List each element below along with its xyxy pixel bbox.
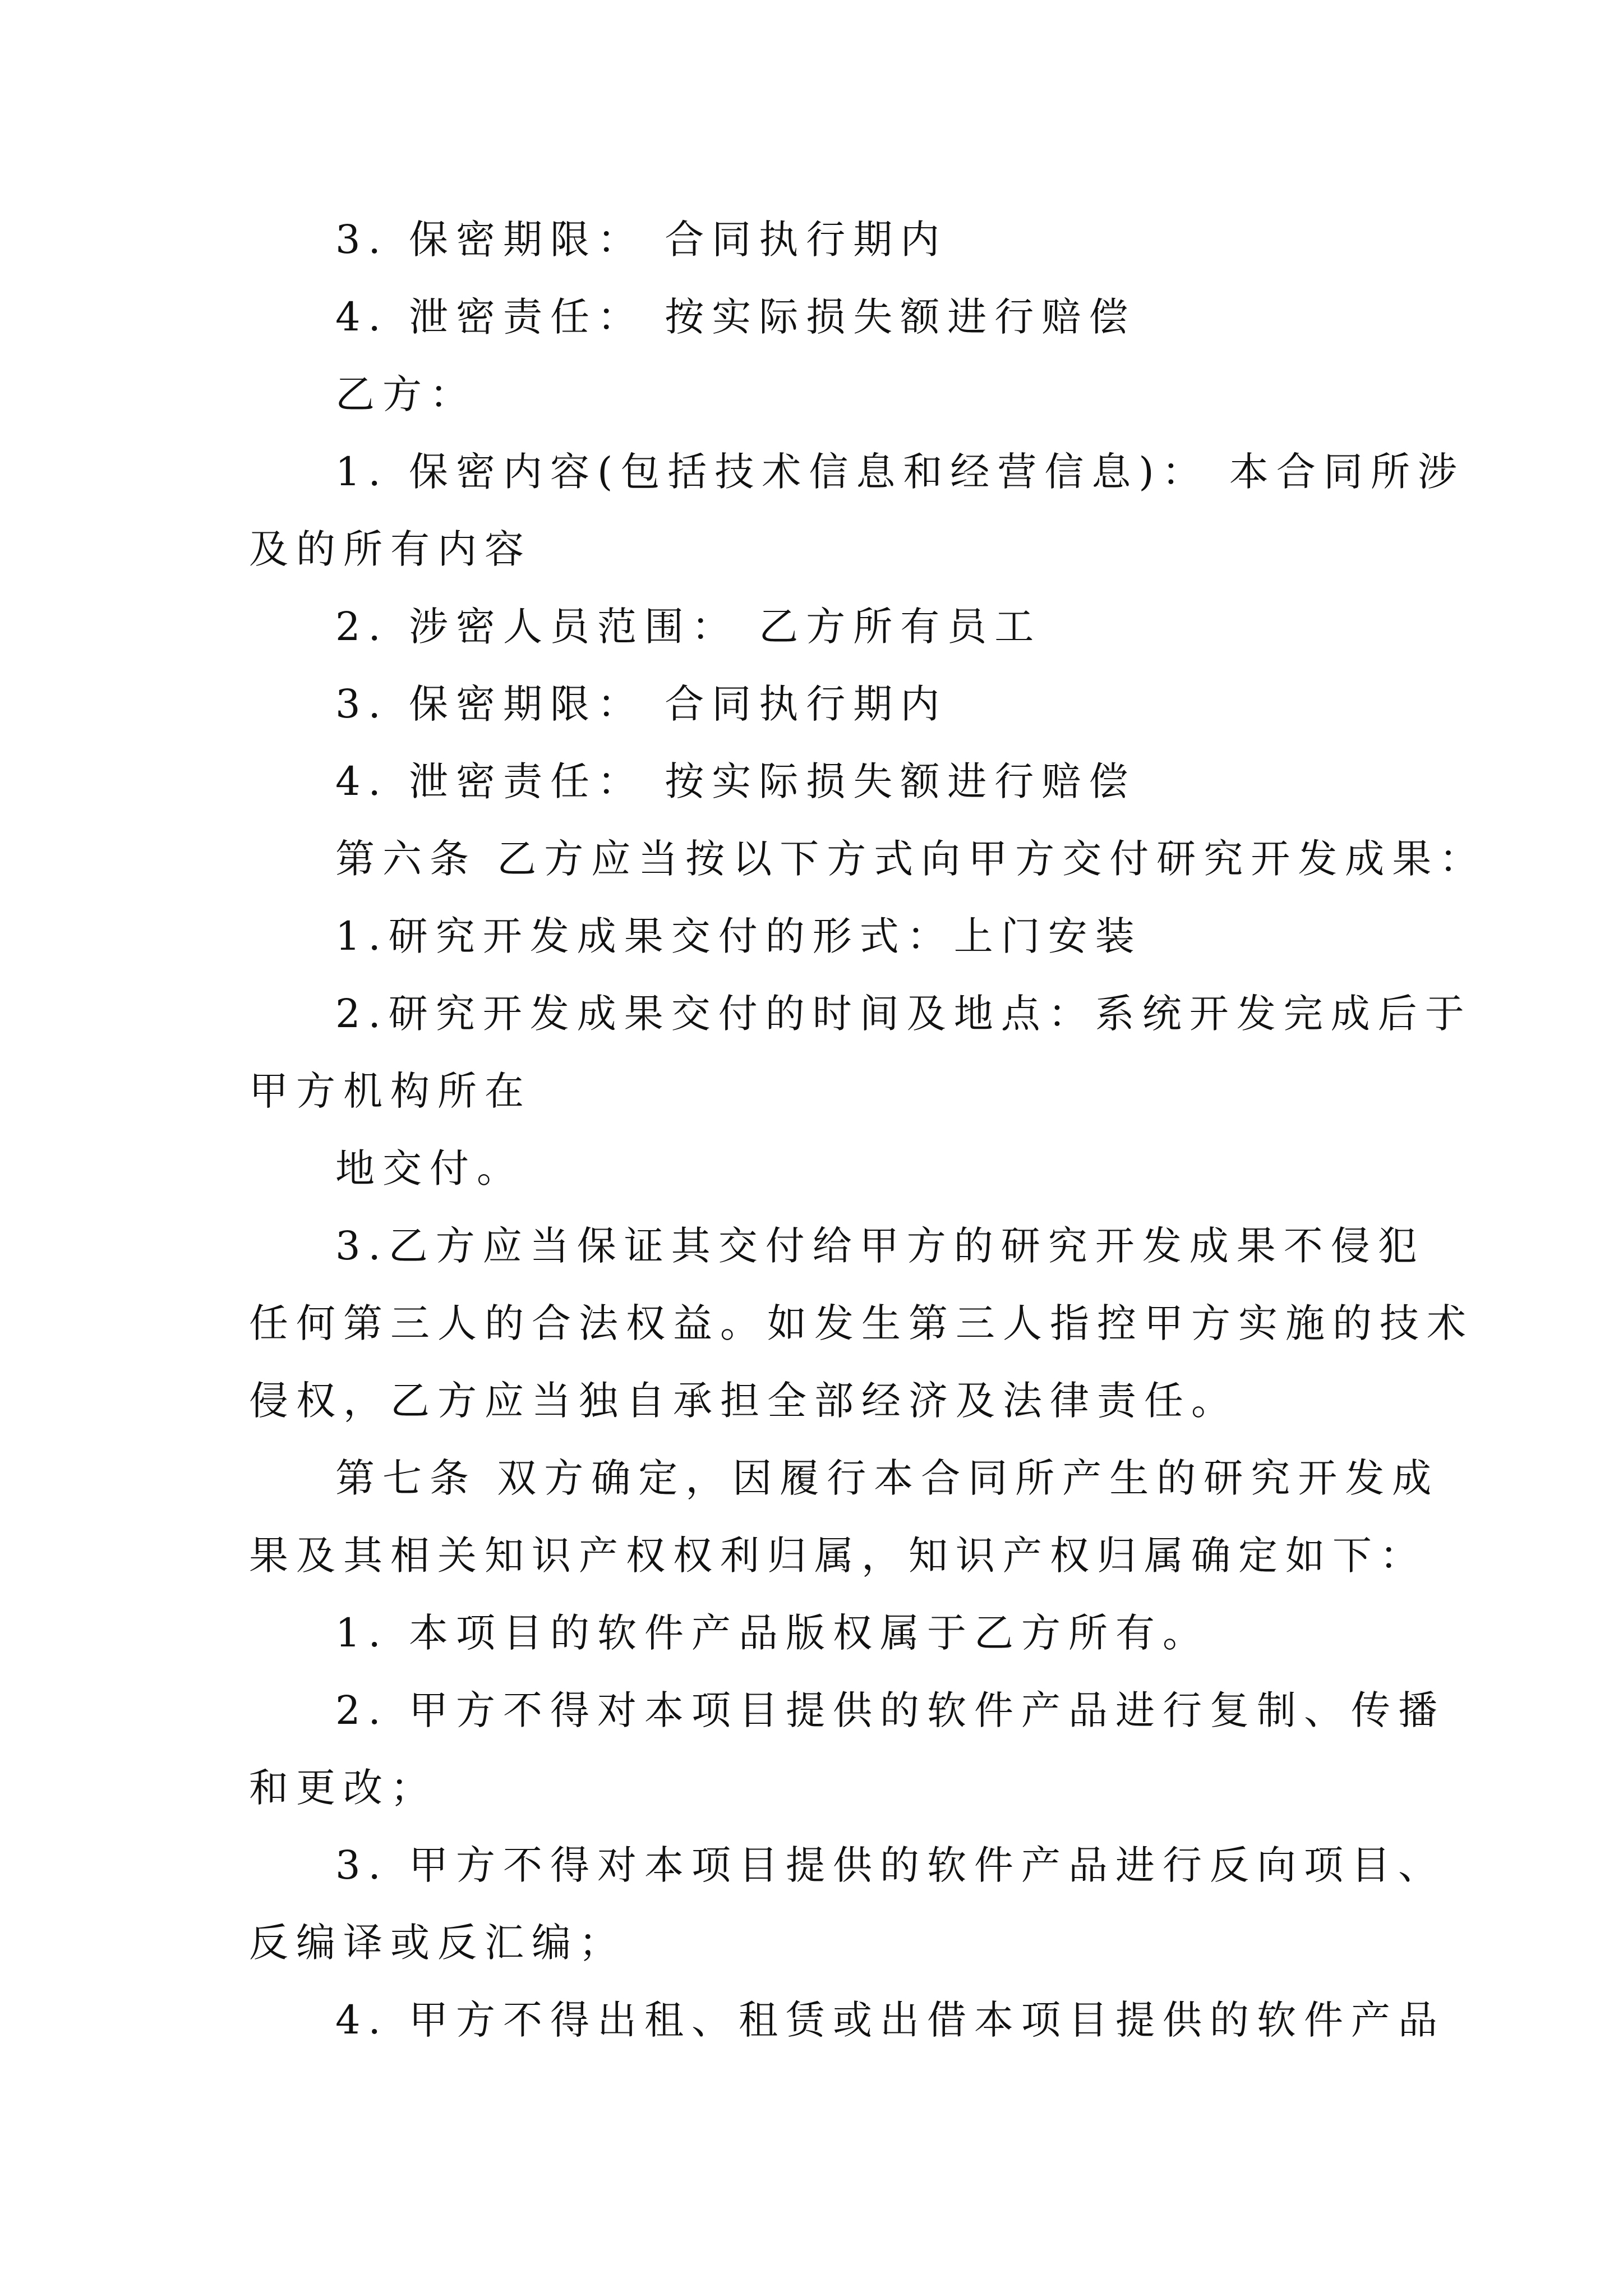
text-line: 第六条 乙方应当按以下方式向甲方交付研究开发成果： [335,836,1487,882]
text-line: 及的所有内容 [249,526,532,572]
text-line: 1.研究开发成果交付的形式：上门安装 [335,913,1142,959]
text-line: 4. 泄密责任： 按实际损失额进行赔偿 [335,758,1136,804]
text-line: 2. 甲方不得对本项目提供的软件产品进行复制、传播 [335,1687,1446,1733]
text-line: 果及其相关知识产权权利归属，知识产权归属确定如下： [249,1533,1427,1579]
text-line: 3. 保密期限： 合同执行期内 [335,217,948,263]
text-line: 第七条 双方确定，因履行本合同所产生的研究开发成 [335,1455,1440,1501]
text-line: 4. 泄密责任： 按实际损失额进行赔偿 [335,294,1136,340]
text-line: 3. 甲方不得对本项目提供的软件产品进行反向项目、 [335,1842,1446,1888]
text-line: 2.研究开发成果交付的时间及地点：系统开发完成后于 [335,991,1472,1037]
text-line: 4. 甲方不得出租、租赁或出借本项目提供的软件产品 [335,1997,1446,2043]
text-line: 乙方： [335,371,477,417]
text-line: 反编译或反汇编； [249,1920,626,1966]
text-line: 地交付。 [335,1145,524,1191]
text-line: 3.乙方应当保证其交付给甲方的研究开发成果不侵犯 [335,1223,1425,1269]
text-line: 侵权，乙方应当独自承担全部经济及法律责任。 [249,1378,1238,1424]
text-line: 任何第三人的合法权益。如发生第三人指控甲方实施的技术 [249,1300,1474,1346]
text-line: 1. 保密内容(包括技术信息和经营信息)： 本合同所涉 [335,449,1465,495]
text-line: 2. 涉密人员范围： 乙方所有员工 [335,604,1042,650]
text-line: 甲方机构所在 [249,1068,532,1114]
text-line: 和更改； [249,1765,437,1811]
text-line: 1. 本项目的软件产品版权属于乙方所有。 [335,1610,1210,1656]
text-line: 3. 保密期限： 合同执行期内 [335,681,948,727]
